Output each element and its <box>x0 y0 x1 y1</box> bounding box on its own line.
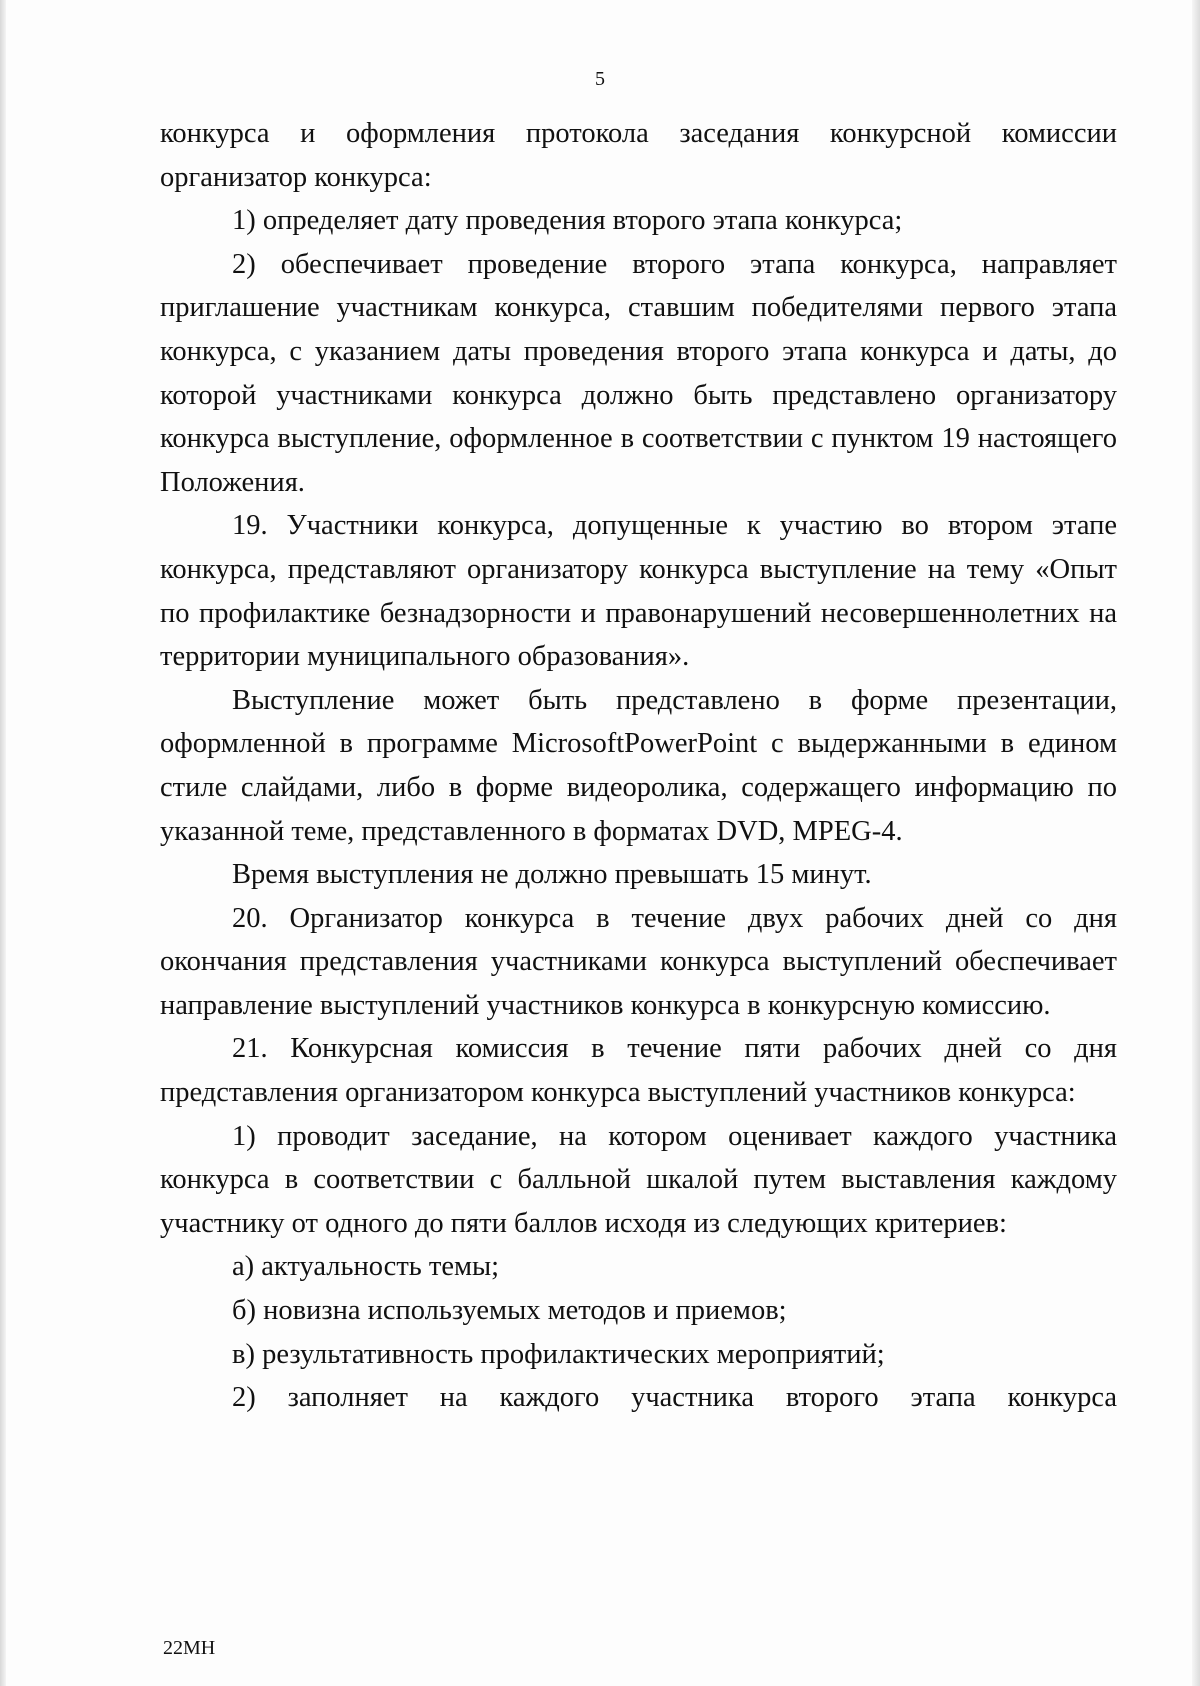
clause-19: 19. Участники конкурса, допущенные к участию во втором этапе конкурса, представляют организатору конкурса выступление на тему «Опыт по профилактике безнадзорности и правонарушений несовершеннолетних на территории муниципального образования». <box>160 510 1117 673</box>
list-item-1-date: 1) определяет дату проведения второго этапа конкурса; <box>232 205 903 237</box>
scan-edge-left <box>0 0 6 1686</box>
paragraph-presentation-format: Выступление может быть представлено в форме презентации, оформленной в программе MicrosoftPowerPoint с выдержанными в едином стиле слайдами, либо в форме видеоролика, содержащего информацию по указанной теме, представленного в форматах DVD, MPEG-4. <box>160 684 1117 847</box>
list-item-2-second-stage: 2) обеспечивает проведение второго этапа конкурса, направляет приглашение участникам конкурса, ставшим победителями первого этапа конкурса, с указанием даты проведения второго этапа конкурса и даты, до которой участниками конкурса должно быть представлено организатору конкурса выступление, оформленное в соответствии с пунктом 19 настоящего Положения. <box>160 248 1117 498</box>
paragraph-time-limit: Время выступления не должно превышать 15 минут. <box>232 859 872 891</box>
criterion-c: в) результативность профилактических мероприятий; <box>232 1338 885 1370</box>
scan-edge-right <box>1192 0 1200 1686</box>
document-body <box>160 112 1117 1420</box>
list-item-2-fills: 2) заполняет на каждого участника второго этапа конкурса <box>232 1382 1117 1414</box>
criterion-a: а) актуальность темы; <box>232 1251 500 1283</box>
clause-21: 21. Конкурсная комиссия в течение пяти рабочих дней со дня представления организатором конкурса выступлений участников конкурса: <box>160 1033 1117 1109</box>
list-item-1-meeting: 1) проводит заседание, на котором оценивает каждого участника конкурса в соответствии с балльной шкалой путем выставления каждому участнику от одного до пяти баллов исходя из следующих критериев: <box>160 1120 1117 1239</box>
page-number: 5 <box>595 68 605 90</box>
clause-20: 20. Организатор конкурса в течение двух рабочих дней со дня окончания представления участниками конкурса выступлений обеспечивает направление выступлений участников конкурса в конкурсную комиссию. <box>160 902 1117 1021</box>
criterion-b: б) новизна используемых методов и приемов; <box>232 1295 787 1327</box>
footer-code: 22МН <box>163 1637 216 1659</box>
paragraph-continuation: конкурса и оформления протокола заседания конкурсной комиссии организатор конкурса: <box>160 118 1117 193</box>
